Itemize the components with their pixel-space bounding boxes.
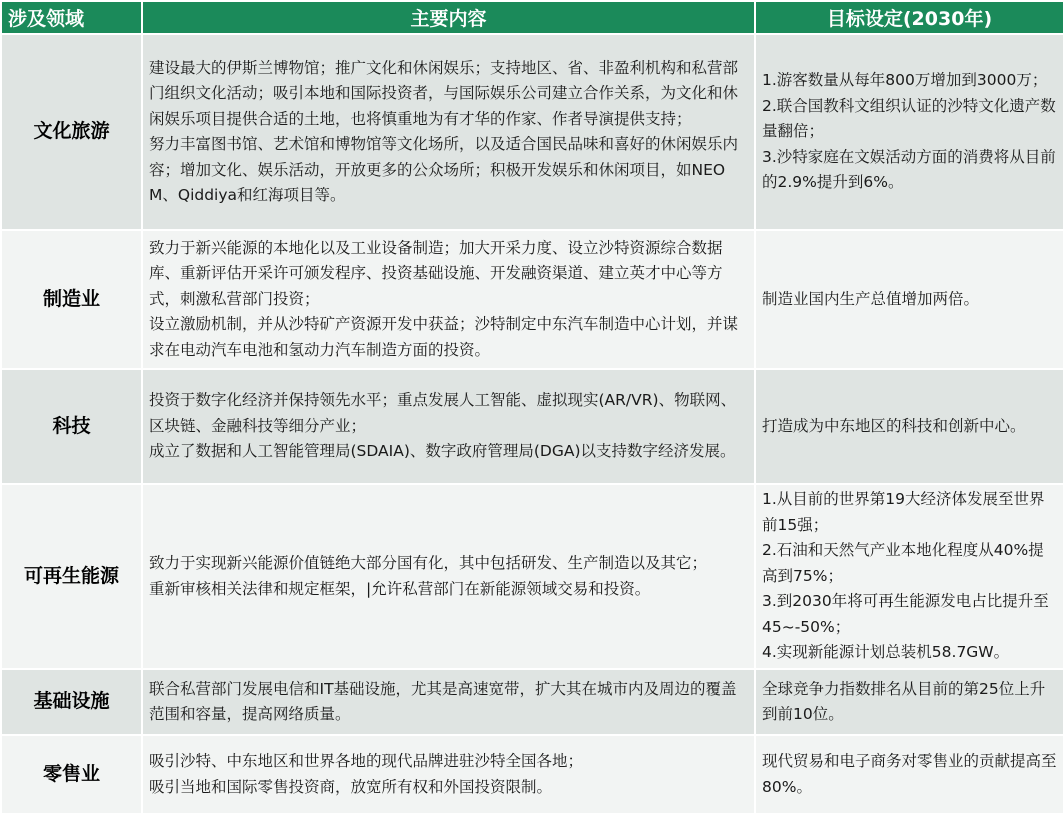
target-line: 1.从目前的世界第19大经济体发展至世界前15强； [762,490,1045,534]
table-row [1,230,1063,369]
row-target-cell [755,230,1063,369]
content-line: 重新审核相关法律和规定框架，|允许私营部门在新能源领域交易和投资。 [149,579,651,598]
header-area: 涉及领域 [1,1,142,34]
row-target-cell [755,34,1063,230]
table-row [1,484,1063,669]
target-line: 全球竞争力指数排名从目前的第25位上升到前10位。 [762,679,1046,723]
row-area-cell: 基础设施 [1,669,142,735]
target-line: 3.到2030年将可再生能源发电占比提升至45~-50%； [762,592,1049,636]
target-line: 2.石油和天然气产业本地化程度从40%提高到75%； [762,541,1044,585]
content-line: 努力丰富图书馆、艺术馆和博物馆等文化场所，以及适合国民品味和喜好的休闲娱乐内容；增加文化、娱乐活动，开放更多的公众场所；积极开发娱乐和休闲项目，如NEOM、Qiddiya和红海项目等。 [149,135,739,204]
header-row [1,1,1063,34]
target-line: 4.实现新能源计划总装机58.7GW。 [762,643,1010,662]
table-row [1,735,1063,814]
row-target-cell [755,735,1063,814]
content-line: 成立了数据和人工智能管理局(SDAIA)、数字政府管理局(DGA)以支持数字经济发展。 [149,442,736,461]
target-line: 制造业国内生产总值增加两倍。 [762,289,980,308]
row-area-cell: 科技 [1,369,142,484]
row-target-cell [755,669,1063,735]
content-line: 致力于实现新兴能源价值链绝大部分国有化，其中包括研发、生产制造以及其它； [149,554,708,572]
table-row [1,669,1063,735]
row-content-cell [142,669,755,735]
content-line: 吸引当地和国际零售投资商，放宽所有权和外国投资限制。 [149,777,553,796]
target-line: 3.沙特家庭在文娱活动方面的消费将从目前的2.9%提升到6%。 [762,147,1056,192]
row-content-cell [142,230,755,369]
content-line: 设立激励机制，并从沙特矿产资源开发中获益；沙特制定中东汽车制造中心计划，并谋求在电动汽车电池和氢动力汽车制造方面的投资。 [149,315,739,359]
row-content-cell [142,735,755,814]
content-line: 建设最大的伊斯兰博物馆；推广文化和休闲娱乐；支持地区、省、非盈利机构和私营部门组织文化活动；吸引本地和国际投资者，与国际娱乐公司建立合作关系，为文化和休闲娱乐项目提供合适的土地，也将慎重地为有才华的作家、作者导演提供支持； [149,58,739,128]
content-line: 吸引沙特、中东地区和世界各地的现代品牌进驻沙特全国各地； [149,752,584,770]
table-row [1,369,1063,484]
row-target-cell [755,484,1063,669]
target-line: 打造成为中东地区的科技和创新中心。 [762,416,1026,435]
table-row [1,34,1063,230]
target-line: 1.游客数量从每年800万增加到3000万； [762,71,1048,90]
target-line: 2.联合国教科文组织认证的沙特文化遗产数量翻倍； [762,96,1056,141]
header-content: 主要内容 [142,1,755,34]
target-line: 现代贸易和电子商务对零售业的贡献提高至80%。 [762,752,1057,796]
row-area-cell: 文化旅游 [1,34,142,230]
row-area-cell: 可再生能源 [1,484,142,669]
row-target-cell [755,369,1063,484]
content-line: 致力于新兴能源的本地化以及工业设备制造；加大开采力度、设立沙特资源综合数据库、重新评估开采许可颁发程序、投资基础设施、开发融资渠道、建立英才中心等方式，刺激私营部门投资； [149,238,723,308]
header-target: 目标设定(2030年) [755,1,1063,34]
row-content-cell [142,484,755,669]
row-area-cell: 制造业 [1,230,142,369]
row-area-cell: 零售业 [1,735,142,814]
content-line: 投资于数字化经济并保持领先水平；重点发展人工智能、虚拟现实(AR/VR)、物联网、区块链、金融科技等细分产业； [149,391,737,435]
row-content-cell [142,369,755,484]
content-line: 联合私营部门发展电信和IT基础设施，尤其是高速宽带，扩大其在城市内及周边的覆盖范围和容量，提高网络质量。 [149,679,737,723]
row-content-cell [142,34,755,230]
